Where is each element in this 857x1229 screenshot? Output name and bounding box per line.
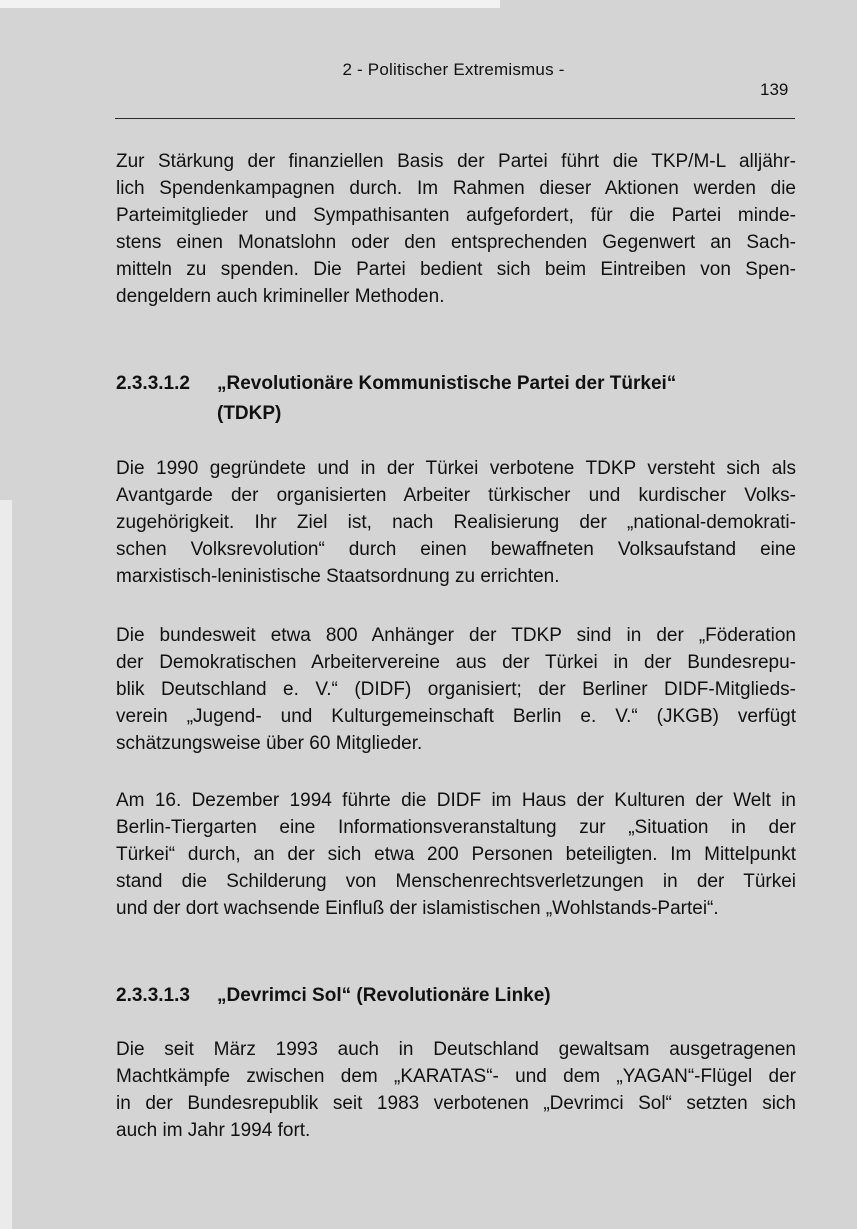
text-line: Die bundesweit etwa 800 Anhänger der TDKP sind in der „Föderation <box>116 625 796 646</box>
paragraph-1 <box>116 148 796 310</box>
section-title: „Devrimci Sol“ (Revolutionäre Linke) <box>217 985 551 1006</box>
header-rule <box>115 118 795 119</box>
text-line: verein „Jugend- und Kulturgemeinschaft Berlin e. V.“ (JKGB) verfügt <box>116 706 796 727</box>
section-number: 2.3.3.1.2 <box>116 373 190 394</box>
paragraph-2 <box>116 455 796 590</box>
section-number: 2.3.3.1.3 <box>116 985 190 1006</box>
text-line: Zur Stärkung der finanziellen Basis der Partei führt die TKP/M-L alljähr- <box>116 151 796 172</box>
text-line: Am 16. Dezember 1994 führte die DIDF im Haus der Kulturen der Welt in <box>116 790 796 811</box>
text-line: Machtkämpfe zwischen dem „KARATAS“- und dem „YAGAN“-Flügel der <box>116 1066 796 1087</box>
text-line: marxistisch-leninistische Staatsordnung zu errichten. <box>116 566 560 587</box>
text-line: auch im Jahr 1994 fort. <box>116 1120 311 1141</box>
text-line: stens einen Monatslohn oder den entsprechenden Gegenwert an Sach- <box>116 232 796 253</box>
text-line: und der dort wachsende Einfluß der islamistischen „Wohlstands-Partei“. <box>116 898 719 919</box>
section-title: „Revolutionäre Kommunistische Partei der Türkei“ <box>217 373 677 394</box>
text-line: schätzungsweise über 60 Mitglieder. <box>116 733 423 754</box>
paragraph-3 <box>116 622 796 757</box>
text-line: in der Bundesrepublik seit 1983 verbotenen „Devrimci Sol“ setzten sich <box>116 1093 796 1114</box>
text-line: blik Deutschland e. V.“ (DIDF) organisiert; der Berliner DIDF-Mitglieds- <box>116 679 796 700</box>
text-line: Die 1990 gegründete und in der Türkei verbotene TDKP versteht sich als <box>116 458 796 479</box>
scan-edge-top <box>0 0 500 8</box>
text-line: der Demokratischen Arbeitervereine aus der Türkei in der Bundesrepu- <box>116 652 796 673</box>
text-line: mitteln zu spenden. Die Partei bedient sich beim Eintreiben von Spen- <box>116 259 796 280</box>
paragraph-4 <box>116 787 796 922</box>
text-line: dengeldern auch krimineller Methoden. <box>116 286 445 307</box>
paragraph-5 <box>116 1036 796 1144</box>
text-line: stand die Schilderung von Menschenrechtsverletzungen in der Türkei <box>116 871 796 892</box>
section-title-continued: (TDKP) <box>217 403 282 424</box>
section-heading-tdkp <box>116 370 796 430</box>
text-line: Berlin-Tiergarten eine Informationsveranstaltung zur „Situation in der <box>116 817 796 838</box>
text-line: Türkei“ durch, an der sich etwa 200 Personen beteiligten. Im Mittelpunkt <box>116 844 796 865</box>
scan-edge-left <box>0 500 12 1229</box>
page-number: 139 <box>760 80 789 99</box>
running-title: 2 - Politischer Extremismus - <box>342 60 565 79</box>
running-header <box>0 60 857 80</box>
text-line: lich Spendenkampagnen durch. Im Rahmen dieser Aktionen werden die <box>116 178 796 199</box>
text-line: Avantgarde der organisierten Arbeiter türkischer und kurdischer Volks- <box>116 485 796 506</box>
text-line: Die seit März 1993 auch in Deutschland gewaltsam ausgetragenen <box>116 1039 796 1060</box>
text-line: schen Volksrevolution“ durch einen bewaffneten Volksaufstand eine <box>116 539 796 560</box>
text-line: Parteimitglieder und Sympathisanten aufgefordert, für die Partei minde- <box>116 205 796 226</box>
section-heading-devrimci-sol <box>116 982 796 1012</box>
text-line: zugehörigkeit. Ihr Ziel ist, nach Realisierung der „national-demokrati- <box>116 512 796 533</box>
